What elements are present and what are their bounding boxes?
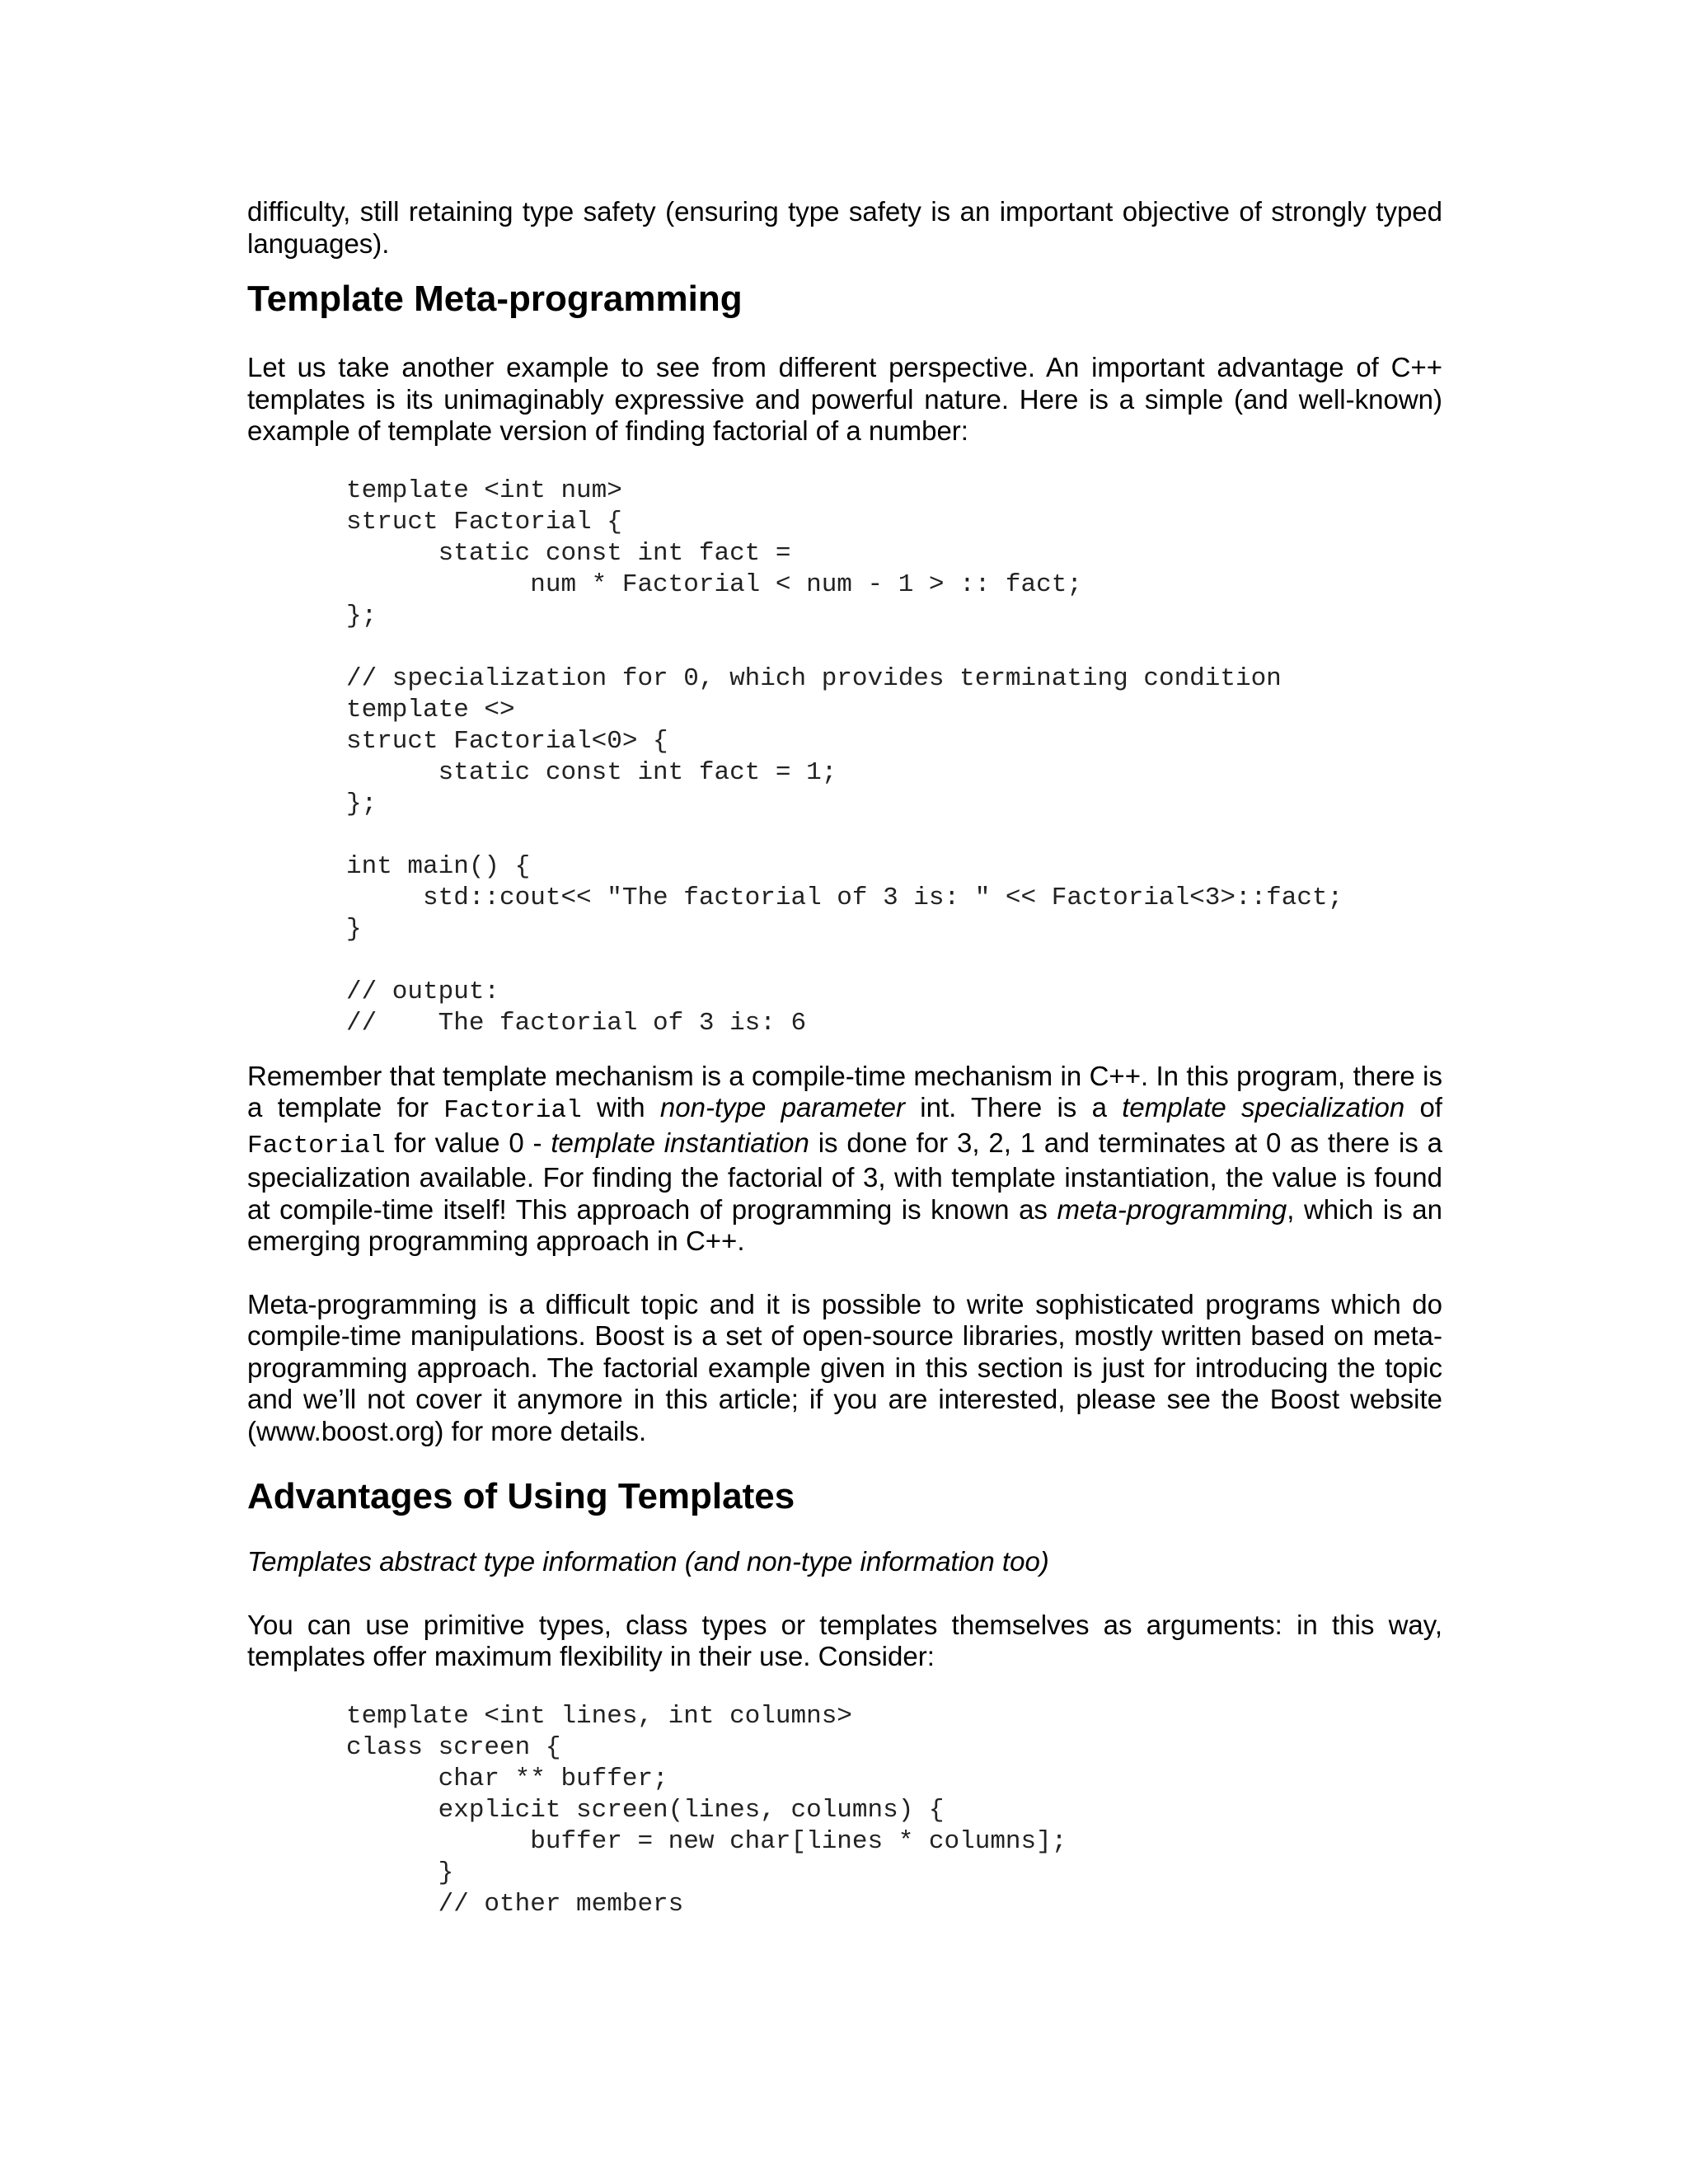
emphasis-template-specialization: template specialization — [1122, 1092, 1405, 1122]
code-line: struct Factorial<0> { — [346, 726, 668, 756]
code-line: num * Factorial < num - 1 > :: fact; — [346, 569, 1082, 599]
section-heading-advantages: Advantages of Using Templates — [247, 1476, 795, 1516]
emphasis-meta-programming: meta-programming — [1057, 1193, 1287, 1225]
code-line: }; — [346, 601, 377, 630]
code-line: struct Factorial { — [346, 507, 622, 537]
code-line: static const int fact = — [346, 538, 791, 568]
paragraph-text: is done for 3, 2, 1 and terminates at 0 as there is a specialization available. For finding the factorial of 3, with template instantiation, the value is found at compile-time itself! This approach of programming is known as — [247, 1127, 1442, 1225]
paragraph-text: of — [1404, 1092, 1442, 1122]
intro-paragraph: difficulty, still retaining type safety (ensuring type safety is an important objective of strongly typed languages). — [247, 196, 1442, 259]
code-line: template <int num> — [346, 476, 622, 505]
paragraph-text: for value 0 - — [385, 1127, 551, 1158]
code-line — [346, 820, 1442, 851]
arguments-paragraph: You can use primitive types, class types or templates themselves as arguments: in this way, templates offer maximum flexibility in their use. Consider: — [247, 1609, 1442, 1671]
section-heading-meta-programming: Template Meta-programming — [247, 279, 743, 319]
code-line: // output: — [346, 977, 500, 1006]
paragraph-text: , which is an emerging programming approach in C++. — [247, 1193, 1442, 1256]
boost-paragraph: Meta-programming is a difficult topic and it is possible to write sophisticated programs which do compile-time manipulations. Boost is a set of open-source libraries, mostly written based on meta-programming approach. The factorial example given in this section is just for introducing the topic and we’ll not cover it anymore in this article; if you are interested, please see the Boost website (www.boost.org) for more details. — [247, 1288, 1442, 1446]
code-line — [346, 632, 1442, 663]
paragraph-text: int. There is a — [905, 1092, 1123, 1122]
emphasis-template-instantiation: template instantiation — [551, 1127, 809, 1158]
paragraph-text: with — [581, 1092, 660, 1122]
code-line — [346, 945, 1442, 977]
code-line: } — [346, 914, 362, 944]
subheading-text: Templates abstract type information (and non-type information too) — [247, 1546, 1049, 1577]
code-line: template <> — [346, 695, 515, 724]
emphasis-non-type-parameter: non-type parameter — [659, 1092, 906, 1122]
code-line: }; — [346, 789, 377, 818]
code-line: // specialization for 0, which provides terminating condition — [346, 663, 1282, 693]
code-line: int main() { — [346, 851, 531, 881]
meta-programming-intro-paragraph: Let us take another example to see from different perspective. An important advantage of C++ templates is its unimaginably expressive and powerful nature. Here is a simple (and well-known) example of template version of finding factorial of a number: — [247, 352, 1442, 446]
code-line: // The factorial of 3 is: 6 — [346, 1008, 807, 1038]
code-line: buffer = new char[lines * columns]; — [346, 1826, 1067, 1856]
code-line: char ** buffer; — [346, 1764, 668, 1793]
template-mechanism-paragraph — [247, 1061, 1442, 1258]
document-page — [247, 196, 1442, 1920]
factorial-code-block — [247, 476, 1442, 1039]
screen-code-block — [247, 1701, 1442, 1920]
code-line: } — [346, 1858, 454, 1887]
code-line: std::cout<< "The factorial of 3 is: " << Factorial<3>::fact; — [346, 883, 1343, 912]
code-line: // other members — [346, 1889, 684, 1919]
code-line: static const int fact = 1; — [346, 757, 837, 787]
code-line: explicit screen(lines, columns) { — [346, 1795, 945, 1825]
inline-code-factorial: Factorial — [247, 1131, 386, 1160]
paragraph-text: Remember that template mechanism is a compile-time mechanism in C++. In this program, there is a template for — [247, 1060, 1442, 1122]
inline-code-factorial: Factorial — [443, 1096, 582, 1125]
code-line: class screen { — [346, 1732, 561, 1762]
advantages-subheading — [247, 1546, 1442, 1578]
code-line: template <int lines, int columns> — [346, 1701, 852, 1731]
